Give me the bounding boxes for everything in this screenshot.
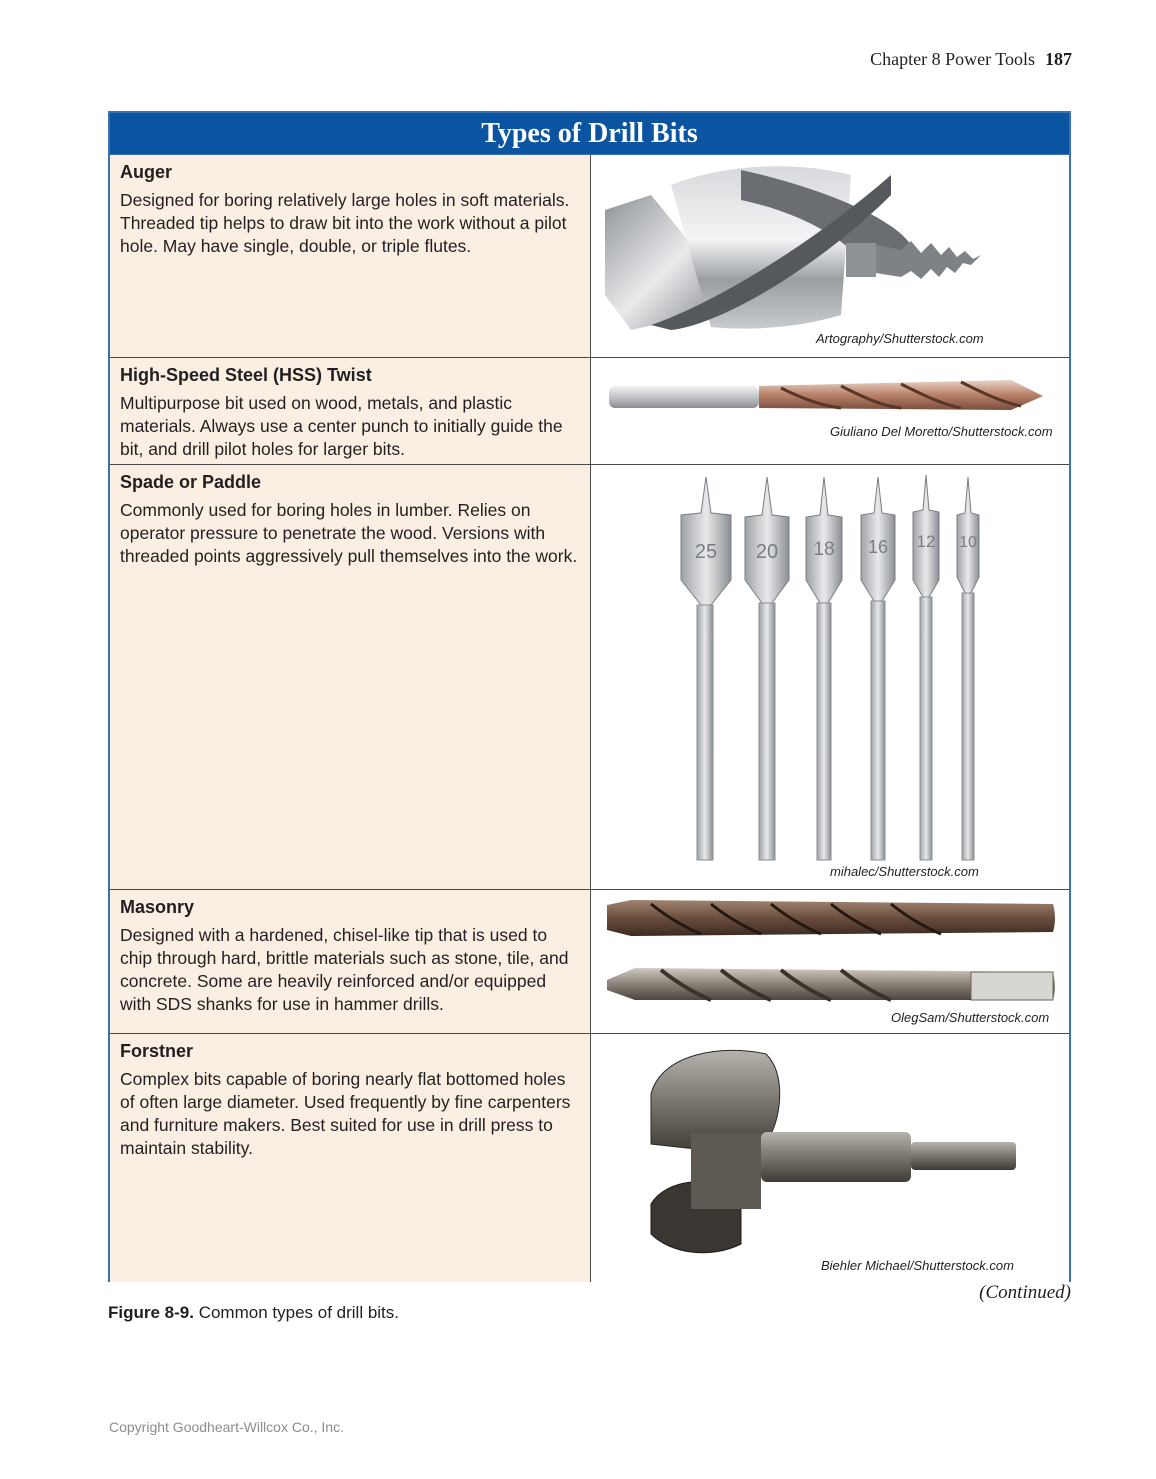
spade-bits-image — [591, 465, 1071, 889]
image-cell — [591, 1034, 1069, 1282]
continued-note: (Continued) — [979, 1282, 1071, 1303]
spade-bit-25 — [681, 477, 731, 860]
bit-description: Commonly used for boring holes in lumber. Relies on operator pressure to penetrate the wood. Versions with threaded points aggressively pull themselves into the work. — [120, 500, 578, 566]
running-head — [870, 49, 1072, 70]
spade-bit-16 — [861, 477, 895, 860]
bit-description: Designed for boring relatively large holes in soft materials. Threaded tip helps to draw bit into the work without a pilot hole. May have single, double, or triple flutes. — [120, 190, 570, 256]
bit-description: Designed with a hardened, chisel-like tip that is used to chip through hard, brittle materials such as stone, tile, and concrete. Some are heavily reinforced and/or equipped with SDS shanks for use in hammer drills. — [120, 925, 569, 1014]
bit-description: Complex bits capable of boring nearly flat bottomed holes of often large diameter. Used frequently by fine carpenters and furniture makers. Best suited for use in drill press to maintain stability. — [120, 1069, 571, 1158]
image-cell — [591, 890, 1069, 1033]
bit-size-label: 16 — [867, 537, 889, 557]
photo-credit: OlegSam/Shutterstock.com — [891, 1010, 1050, 1025]
spade-bit-20 — [745, 477, 789, 860]
bit-description: Multipurpose bit used on wood, metals, and plastic materials. Always use a center punch to initially guide the bit, and drill pilot holes for larger bits. — [120, 393, 563, 459]
bit-name: High-Speed Steel (HSS) Twist — [120, 365, 372, 385]
table-row-hss-twist — [110, 358, 1069, 465]
chapter-title: Chapter 8 Power Tools — [870, 49, 1035, 69]
drill-bits-table — [108, 111, 1071, 1282]
spade-bit-18 — [806, 477, 842, 860]
image-cell — [591, 358, 1069, 464]
table-row-masonry — [110, 890, 1069, 1034]
auger-bit-image — [591, 155, 1071, 357]
spade-bit-12 — [913, 475, 939, 860]
figure-caption — [108, 1303, 399, 1323]
spade-bit-10 — [957, 477, 979, 860]
bit-size-label: 10 — [959, 534, 977, 551]
copyright-notice: Copyright Goodheart-Willcox Co., Inc. — [109, 1419, 344, 1435]
image-cell — [591, 155, 1069, 357]
twist-bit-image — [591, 358, 1071, 464]
photo-credit: Giuliano Del Moretto/Shutterstock.com — [830, 424, 1053, 439]
photo-credit: mihalec/Shutterstock.com — [830, 864, 979, 879]
table-row-spade — [110, 465, 1069, 890]
table-title: Types of Drill Bits — [110, 113, 1069, 155]
bit-size-label: 12 — [916, 532, 936, 551]
bit-name: Masonry — [120, 897, 195, 917]
table-row-auger — [110, 155, 1069, 358]
bit-name: Spade or Paddle — [120, 472, 262, 492]
bit-name: Auger — [120, 162, 173, 182]
bit-size-label: 25 — [694, 541, 718, 563]
image-cell — [591, 465, 1069, 889]
bit-size-label: 18 — [813, 539, 835, 560]
description-cell — [110, 358, 591, 464]
photo-credit: Biehler Michael/Shutterstock.com — [821, 1258, 1014, 1273]
figure-caption-text: Common types of drill bits. — [198, 1303, 399, 1322]
description-cell — [110, 890, 591, 1033]
page-number: 187 — [1045, 49, 1072, 69]
photo-credit: Artography/Shutterstock.com — [816, 331, 984, 346]
description-cell — [110, 465, 591, 889]
figure-label: Figure 8-9. — [108, 1303, 194, 1322]
forstner-bit-image — [591, 1034, 1071, 1281]
description-cell — [110, 155, 591, 357]
table-row-forstner — [110, 1034, 1069, 1282]
bit-size-label: 20 — [755, 541, 779, 563]
description-cell — [110, 1034, 591, 1282]
bit-name: Forstner — [120, 1041, 194, 1061]
